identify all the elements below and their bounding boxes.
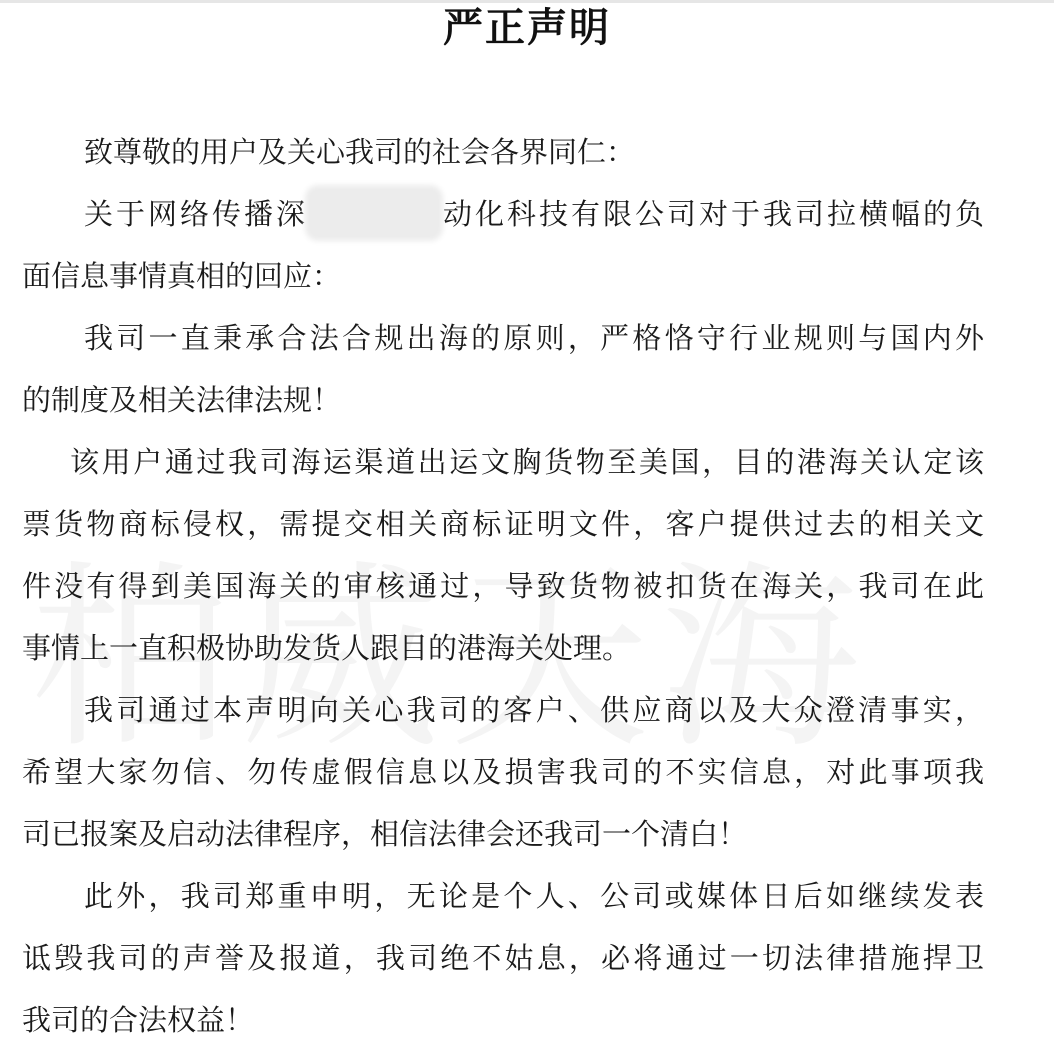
page-title: 严正声明 [443,5,611,51]
paragraph-line: 件没有得到美国海关的审核通过，导致货物被扣货在海关，我司在此 [22,569,984,603]
paragraph-text: 关于网络传播深 [84,197,308,231]
paragraph-line [84,194,984,234]
redaction-blur [310,190,438,236]
paragraph-line: 诋毁我司的声誉及报道，我司绝不姑息，必将通过一切法律措施捍卫 [22,941,984,975]
paragraph-line: 我司通过本声明向关心我司的客户、供应商以及大众澄清事实， [84,693,984,727]
paragraph-line: 我司的合法权益！ [22,1003,255,1037]
paragraph-line: 此外，我司郑重申明，无论是个人、公司或媒体日后如继续发表 [84,879,984,913]
paragraph-text: 动化科技有限公司对于我司拉横幅的负 [440,197,984,231]
paragraph-line: 我司一直秉承合法合规出海的原则，严格恪守行业规则与国内外 [84,321,984,355]
paragraph-line: 希望大家勿信、勿传虚假信息以及损害我司的不实信息，对此事项我 [22,755,984,789]
paragraph-line: 事情上一直积极协助发货人跟目的港海关处理。 [22,631,632,665]
paragraph-line: 票货物商标侵权，需提交相关商标证明文件，客户提供过去的相关文 [22,507,984,541]
paragraph-line: 的制度及相关法律法规！ [22,383,342,417]
paragraph-line: 面信息事情真相的回应： [22,259,342,293]
paragraph-line: 该用户通过我司海运渠道出运文胸货物至美国，目的港海关认定该 [70,445,984,479]
paragraph-line: 司已报案及启动法律程序，相信法律会还我司一个清白！ [22,817,748,851]
salutation-line: 致尊敬的用户及关心我司的社会各界同仁： [84,135,636,169]
